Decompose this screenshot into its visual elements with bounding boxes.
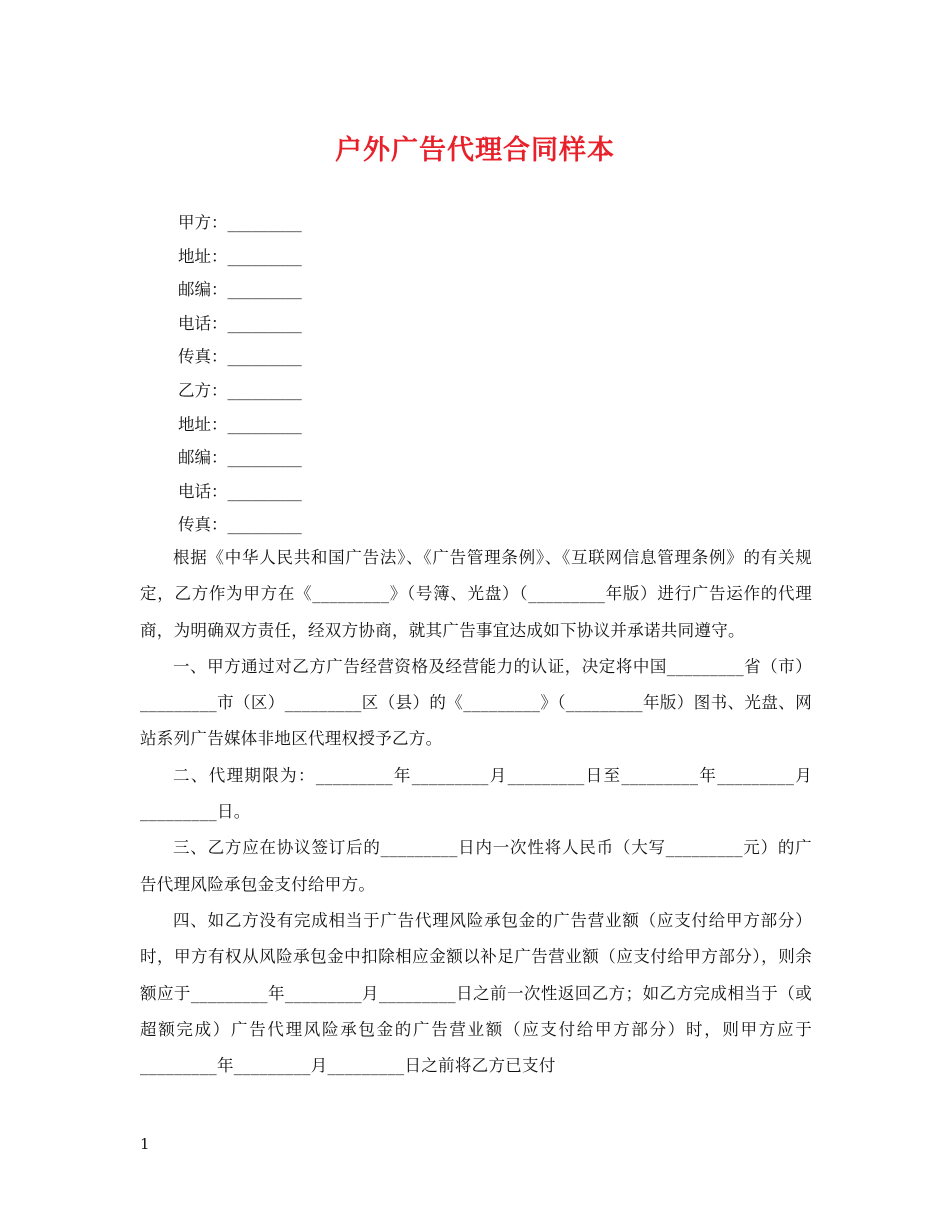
field-postcode-a: 邮编：_________ bbox=[178, 280, 302, 300]
field-address-a: 地址：_________ bbox=[178, 246, 302, 266]
paragraph-clause-2: 二、代理期限为：_________年_________月_________日至_________年_________月_________日。 bbox=[140, 765, 812, 822]
paragraph-clause-3: 三、乙方应在协议签订后的_________日内一次性将人民币（大写_________元）的广告代理风险承包金支付给甲方。 bbox=[140, 838, 812, 894]
document-title: 户外广告代理合同样本 bbox=[335, 135, 615, 166]
field-phone-a: 电话：_________ bbox=[178, 313, 302, 333]
field-fax-b: 传真：_________ bbox=[178, 515, 302, 535]
paragraph-clause-1: 一、甲方通过对乙方广告经营资格及经营能力的认证，决定将中国_________省（市）_________市（区）_________区（县）的《_________》（_________年版）图书、光盘、网站系列广告媒体非地区代理权授予乙方。 bbox=[140, 656, 812, 749]
field-address-b: 地址：_________ bbox=[178, 414, 302, 434]
contract-body bbox=[140, 540, 812, 1084]
field-phone-b: 电话：_________ bbox=[178, 481, 302, 501]
field-postcode-b: 邮编：_________ bbox=[178, 448, 302, 468]
paragraph-preamble: 根据《中华人民共和国广告法》、《广告管理条例》、《互联网信息管理条例》的有关规定，乙方作为甲方在《_________》（号簿、光盘）（_________年版）进行广告运作的代理商，为明确双方责任，经双方协商，就其广告事宜达成如下协议并承诺共同遵守。 bbox=[140, 548, 812, 640]
page-number: 1 bbox=[140, 1135, 150, 1153]
paragraph-clause-4: 四、如乙方没有完成相当于广告代理风险承包金的广告营业额（应支付给甲方部分）时，甲方有权从风险承包金中扣除相应金额以补足广告营业额（应支付给甲方部分），则余额应于_________年_________月_________日之前一次性返回乙方；如乙方完成相当于（或超额完成）广告代理风险承包金的广告营业额（应支付给甲方部分）时，则甲方应于_________年_________月_________日之前将乙方已支付 bbox=[140, 910, 812, 1076]
field-party-b: 乙方：_________ bbox=[178, 380, 302, 400]
field-party-a: 甲方：_________ bbox=[178, 213, 302, 232]
field-fax-a: 传真：_________ bbox=[178, 347, 302, 367]
party-info-fields bbox=[178, 206, 302, 542]
